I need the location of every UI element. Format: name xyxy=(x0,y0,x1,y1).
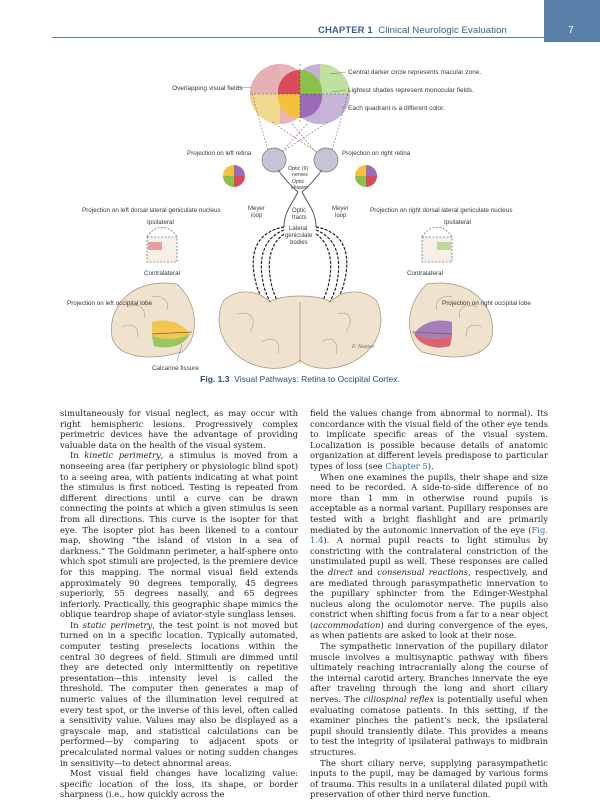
label-proj-right-retina: Projection on right retina xyxy=(342,150,411,157)
label-calcarine: Calcarine fissure xyxy=(152,365,199,372)
caption-text: Visual Pathways: Retina to Occipital Cortex. xyxy=(234,374,400,384)
chapter-link[interactable]: Chapter 5 xyxy=(385,460,428,471)
label-lightest: Lightest shades represent monocular fields. xyxy=(348,87,474,94)
emphasis: kinetic perimetry xyxy=(84,450,161,461)
label-lgb-3: bodies xyxy=(290,240,308,246)
paragraph xyxy=(310,472,548,642)
paragraph xyxy=(60,620,298,768)
label-meyer-left-1: Meyer xyxy=(248,206,265,212)
chapter-title: Clinical Neurologic Evaluation xyxy=(378,25,507,36)
overlapping-visual-fields xyxy=(250,64,350,124)
left-eye xyxy=(262,148,286,172)
label-optic-tracts-2: tracts xyxy=(292,215,307,221)
paragraph: The short ciliary nerve, supplying parasympathetic inputs to the pupil, may be damaged by various forms of trauma. This results in a unilateral dilated pupil with preservation of other third nerve function. xyxy=(310,757,548,800)
page-number: 7 xyxy=(568,25,574,36)
text-run: and xyxy=(353,566,378,577)
text-run: ). xyxy=(427,460,434,471)
left-lgn-wedge xyxy=(147,227,177,262)
text-run: , respectively, and are mediated through parasympathetic innervation to the pupillary sphincter from the Edinger-Westphal nucleus along the oculomotor nerve. The pupils also constrict when shifting focus from a far to a near object ( xyxy=(310,566,548,630)
label-lgb-2: geniculate xyxy=(285,233,313,239)
text-run: When one examines the pupils, their shape and size need to be recorded. A side-to-side difference of no more than 1 mm in otherwise round pupils is acceptable as a normal variant. Pupillary responses are tested with a bright flashlight and are primarily mediated by the autonomic innervation of the eye ( xyxy=(310,471,548,535)
figure-caption xyxy=(60,374,540,384)
text-run: ). A normal pupil reacts to light stimulus by constricting with the contralateral constriction of the unstimulated pupil as well. These responses are called the xyxy=(310,535,548,577)
label-ipsi-right: Ipsilateral xyxy=(444,219,471,226)
label-proj-left-occ: Projection on left occipital lobe xyxy=(67,300,153,307)
left-column xyxy=(60,408,298,800)
label-lgb-1: Lateral xyxy=(289,226,308,232)
text-run: ) and during convergence of the eyes, as when patients are asked to look at their nose. xyxy=(310,619,548,641)
figure-link[interactable]: Fig. 1.4 xyxy=(310,524,548,546)
label-optic-chiasm-1: Optic xyxy=(292,179,305,185)
right-column xyxy=(310,408,548,800)
right-eye xyxy=(314,148,338,172)
emphasis: direct xyxy=(327,566,354,577)
left-occipital-lobe xyxy=(111,283,194,357)
chapter-label: CHAPTER 1 xyxy=(318,25,373,36)
text-run: In xyxy=(70,450,85,461)
label-proj-right-lgn: Projection on right dorsal lateral geniculate nucleus xyxy=(370,207,513,214)
brain-base xyxy=(219,292,381,368)
text-run: , a stimulus is moved from a nonseeing area (far periphery or physiologic blind spot) to a seeing area, with patients indicating at what point the stimulus is first noticed. Testing is repeated from different directions until a curve can be drawn connecting the points at which a given stimulus is seen from all directions. This curve is the isopter for that eye. The isopter plot has been likened to a contour map, showing “the island of vision in a sea of darkness.” The Goldmann perimeter, a half-sphere onto which spot stimuli are projected, is the premiere device for this mapping. The normal visual field extends approximately 90 degrees temporally, 45 degrees superiorly, 55 degrees nasally, and 65 degrees inferiorly. Practically, this geographic shape mimics the oblique teardrop shape of aviator-style sunglass lenses. xyxy=(60,450,299,620)
label-meyer-left-2: loop xyxy=(251,213,263,219)
emphasis: ciliospinal reflex xyxy=(363,694,435,705)
paragraph xyxy=(310,408,548,472)
label-quadrant: Each quadrant is a different color. xyxy=(348,105,445,112)
page-header xyxy=(0,0,600,40)
right-lgn-wedge xyxy=(422,227,452,262)
label-contra-left: Contralateral xyxy=(144,270,181,277)
label-contra-right: Contralateral xyxy=(407,270,444,277)
paragraph xyxy=(60,450,298,620)
paragraph: simultaneously for visual neglect, as may occur with right hemispheric lesions. Progressively complex perimetric devices have the advantage of providing valuable data on the health of the visual system. xyxy=(60,408,298,450)
paragraph: Most visual field changes have localizing value: specific location of the loss, its shape, or border sharpness (i.e., how quickly across the xyxy=(60,768,298,800)
text-run: is potentially useful when evaluating comatose patients. In this setting, if the examiner pinches the patient’s neck, the ipsilateral pupil should transiently dilate. This provides a means to test the integrity of ipsilateral pathways to midbrain structures. xyxy=(310,694,549,757)
emphasis: static perimetry xyxy=(82,619,153,630)
emphasis: accommodation xyxy=(313,619,381,630)
left-retina-projection xyxy=(223,165,245,187)
right-retina-projection xyxy=(355,165,377,187)
right-occipital-lobe xyxy=(410,283,493,357)
label-overlapping: Overlapping visual fields xyxy=(172,85,243,92)
paragraph xyxy=(310,641,548,758)
text-run: , the test point is not moved but turned on in a specific location. Typically automated, computer testing preselects locations within the central 30 degrees of field. Stimuli are dimmed until they are detected only intermittently on repetitive presentation—this intensity level is called the threshold. The computer then generates a map of numeric values of the illumination level required at every test spot, or the inverse of this level, often called a sensitivity value. Values may also be displayed as a grayscale map, and statistical calculations can be performed—by comparing to adjacent spots or precalculated normal values or noting sudden changes in sensitivity—to detect abnormal areas. xyxy=(60,619,298,768)
text-run: In xyxy=(70,619,83,630)
header-rule xyxy=(52,37,544,38)
label-proj-left-retina: Projection on left retina xyxy=(187,150,252,157)
figure-visual-pathways xyxy=(52,52,552,382)
running-head xyxy=(318,25,507,36)
label-optic-tracts-1: Optic xyxy=(292,208,307,214)
label-optic-nerves-1: Optic (II) xyxy=(288,166,309,172)
text-run: The sympathetic innervation of the pupillary dilator muscle involves a multisynaptic pathway with fibers ultimately reaching intracranially along the course of the internal carotid artery. Branches innervate the eye after traveling through the long and short ciliary nerves. The xyxy=(310,641,548,705)
label-proj-left-lgn: Projection on left dorsal lateral geniculate nucleus xyxy=(82,207,221,214)
label-optic-nerves-2: nerves xyxy=(292,172,308,178)
emphasis: consensual reactions xyxy=(377,566,469,577)
label-central-circle: Central darker circle represents macular zone. xyxy=(348,69,482,76)
artist-signature: F. Netter xyxy=(352,344,375,350)
visual-pathways-illustration xyxy=(52,52,552,382)
label-proj-right-occ: Projection on right occipital lobe xyxy=(442,300,531,307)
text-run: field the values change from abnormal to normal). Its concordance with the visual field of the other eye tends to implicate specific areas of the visual system. Localization is possible because details of anatomic organization at different levels predispose to particular types of loss (see xyxy=(310,408,548,471)
caption-label: Fig. 1.3 xyxy=(200,374,230,384)
label-meyer-right-1: Meyer xyxy=(332,206,349,212)
label-ipsi-left: Ipsilateral xyxy=(147,219,174,226)
label-meyer-right-2: loop xyxy=(335,213,347,219)
label-optic-chiasm-2: chiasm xyxy=(291,185,308,191)
